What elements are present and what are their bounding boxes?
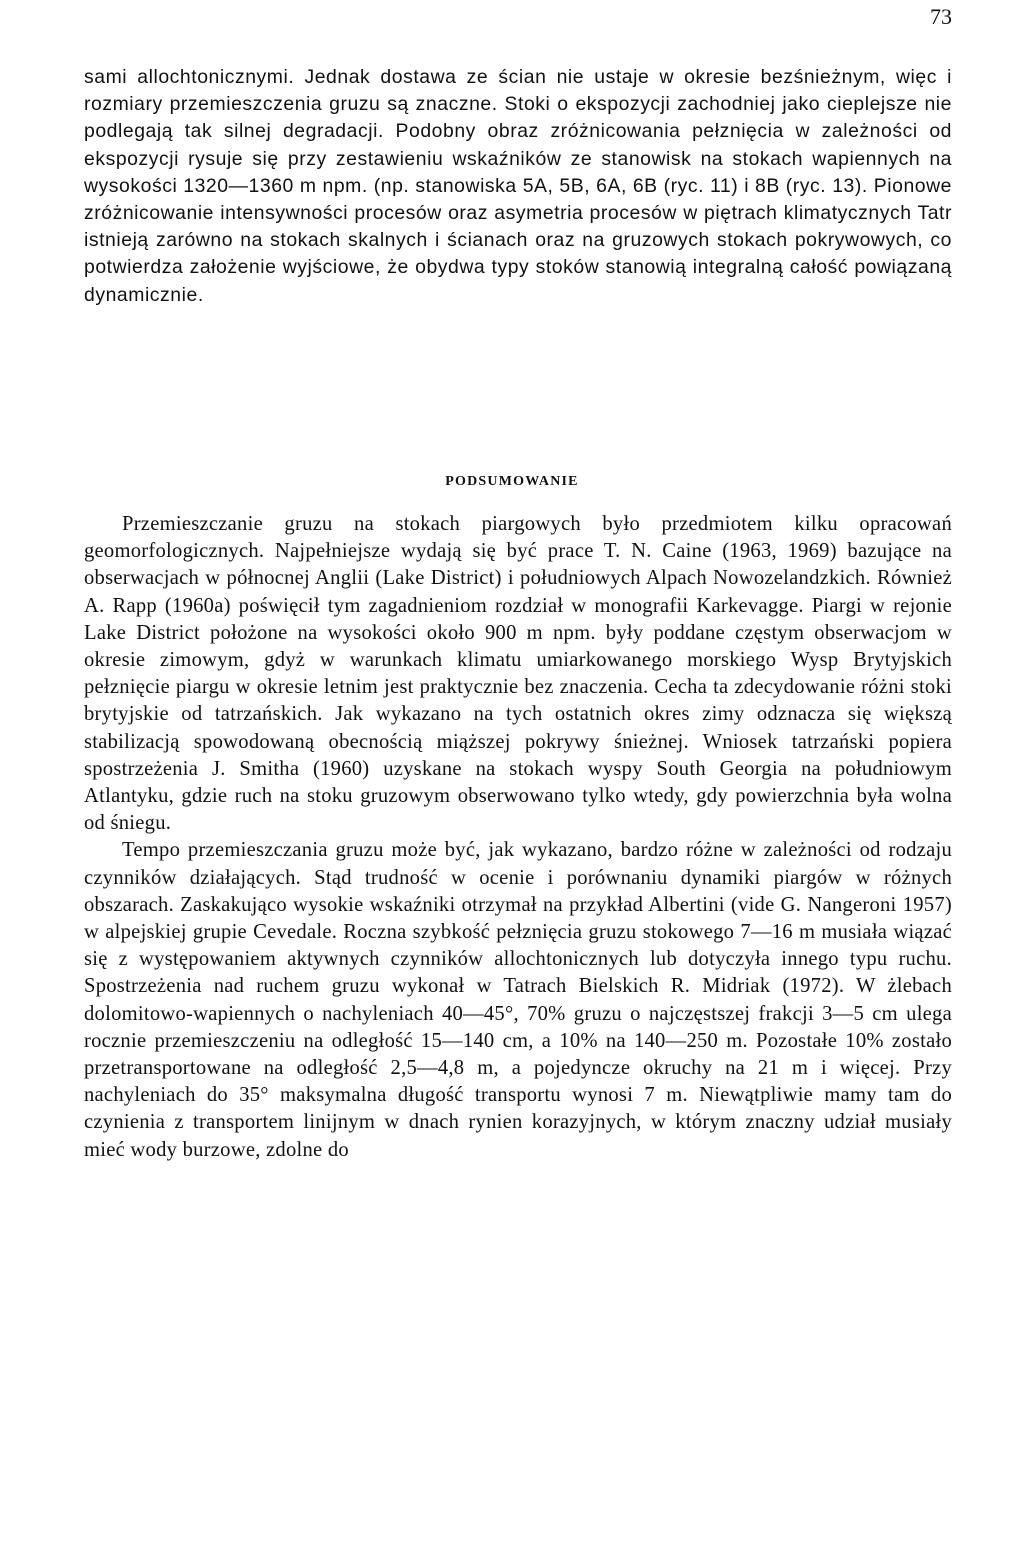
paragraph-continuation: sami allochtonicznymi. Jednak dostawa ze ścian nie ustaje w okresie bezśnieżnym, więc i rozmiary przemieszczenia gruzu są znaczne. Stoki o ekspozycji zachodniej jako cieplejsze nie podlegają tak silnej degradacji. Podobny obraz zróżnicowania pełznięcia w zależności od ekspozycji rysuje się przy zestawieniu wskaźników ze stanowisk na stokach wapiennych na wysokości 1320—1360 m npm. (np. stanowiska 5A, 5B, 6A, 6B (ryc. 11) i 8B (ryc. 13). Pionowe zróżnicowanie intensywności procesów oraz asymetria procesów w piętrach klimatycznych Tatr istnieją zarówno na stokach skalnych i ścianach oraz na gruzowych stokach pokrywowych, co potwierdza założenie wyjściowe, że obydwa typy stoków stanowią integralną całość powiązaną dynamicznie.	[84, 66, 952, 306]
summary-text-block	[84, 511, 952, 1164]
intro-text-block	[84, 64, 952, 309]
summary-paragraph-1: Przemieszczanie gruzu na stokach piargowych było przedmiotem kilku opracowań geomorfologicznych. Najpełniejsze wydają się być prace T. N. Caine (1963, 1969) bazujące na obserwacjach w północnej Anglii (Lake District) i południowych Alpach Nowozelandzkich. Również A. Rapp (1960a) poświęcił tym zagadnieniom rozdział w monografii Karkevagge. Piargi w rejonie Lake District położone na wysokości około 900 m npm. były poddane częstym obserwacjom w okresie zimowym, gdyż w warunkach klimatu umiarkowanego morskiego Wysp Brytyjskich pełznięcie piargu w okresie letnim jest praktycznie bez znaczenia. Cecha ta zdecydowanie różni stoki brytyjskie od tatrzańskich. Jak wykazano na tych ostatnich okres zimy odznacza się większą stabilizacją spowodowaną obecnością miąższej pokrywy śnieżnej. Wniosek tatrzański popiera spostrzeżenia J. Smitha (1960) uzyskane na stokach wyspy South Georgia na południowym Atlantyku, gdzie ruch na stoku gruzowym obserwowano tylko wtedy, gdy powierzchnia była wolna od śniegu.	[84, 513, 952, 835]
section-heading: PODSUMOWANIE	[445, 474, 579, 489]
page-number: 73	[930, 4, 952, 29]
summary-paragraph-2: Tempo przemieszczania gruzu może być, jak wykazano, bardzo różne w zależności od rodzaju czynników działających. Stąd trudność w ocenie i porównaniu dynamiki piargów w różnych obszarach. Zaskakująco wysokie wskaźniki otrzymał na przykład Albertini (vide G. Nangeroni 1957) w alpejskiej grupie Cevedale. Roczna szybkość pełznięcia gruzu stokowego 7—16 m musiała wiązać się z występowaniem aktywnych czynników allochtonicznych lub dotyczyła innego typu ruchu. Spostrzeżenia nad ruchem gruzu wykonał w Tatrach Bielskich R. Midriak (1972). W żlebach dolomitowo-wapiennych o nachyleniach 40—45°, 70% gruzu o najczęstszej frakcji 3—5 cm ulega rocznie przemieszczeniu na odległość 15—140 cm, a 10% na 140—250 m. Pozostałe 10% zostało przetransportowane na odległość 2,5—4,8 m, a pojedyncze okruchy na 21 m i więcej. Przy nachyleniach do 35° maksymalna długość transportu wynosi 7 m. Niewątpliwie mamy tam do czynienia z transportem linijnym w dnach rynien korazyjnych, w którym znaczny udział musiały mieć wody burzowe, zdolne do	[84, 839, 952, 1161]
